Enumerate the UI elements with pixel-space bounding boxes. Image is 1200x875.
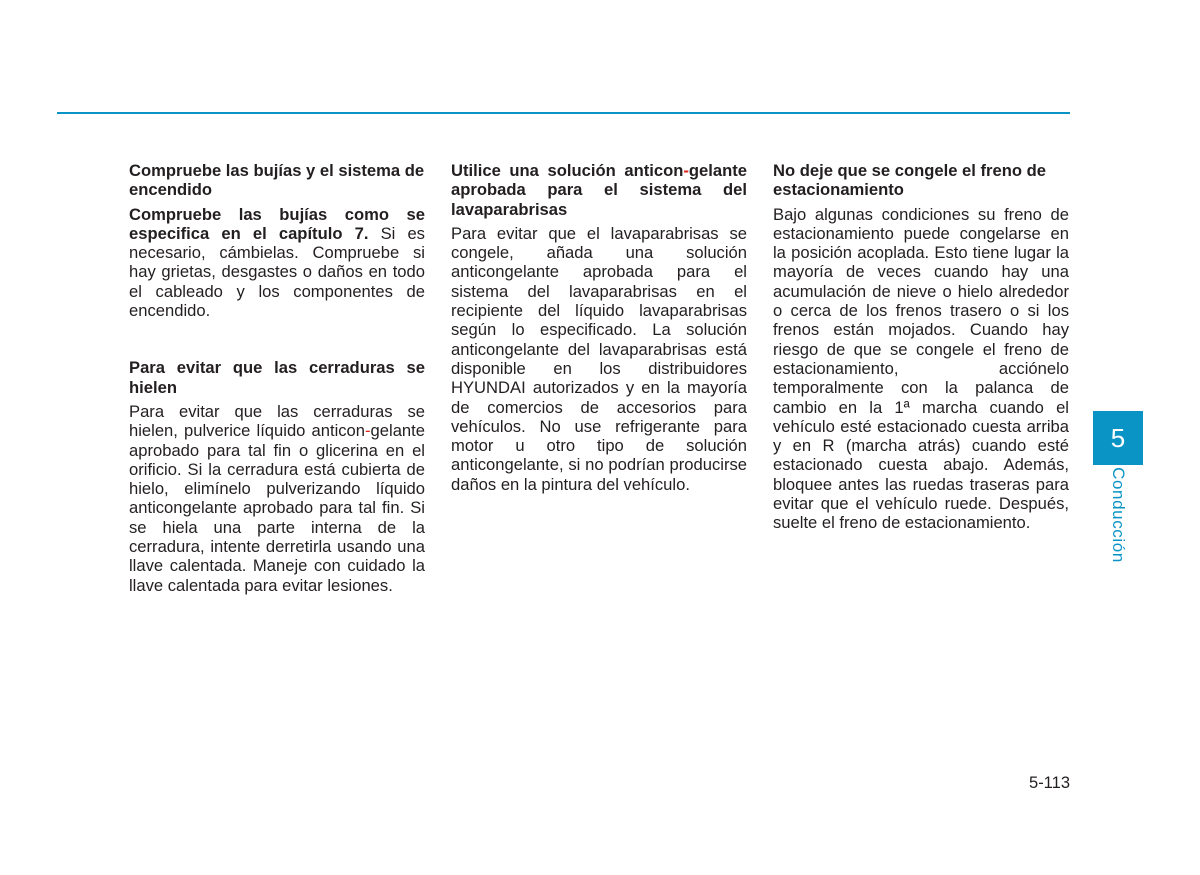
section-body-washer-fluid: Para evitar que el lavaparabrisas se congele, añada una solución anticongelante aprobada para el sistema del lavaparabrisas en el recipiente del líquido lavaparabrisas según lo especificado. La solución anticongelante del lavaparabrisas está disponible en los distribuidores HYUNDAI autorizados y en la mayoría de comercios de accesorios para vehículos. No use refrigerante para motor u otro tipo de solución anticongelante, si no podrían producirse daños en la pintura del vehículo. bbox=[451, 223, 747, 494]
hyphen-mark: - bbox=[365, 421, 371, 441]
section-body-parking-brake: Bajo algunas condiciones su freno de estacionamiento puede congelarse en la posición acoplada. Esto tiene lugar la mayoría de veces cuando hay una acumulación de nieve o hielo alrededor o cerca de los frenos trasero o si los frenos están mojados. Cuando hay riesgo de que se congele el freno de estacionamiento, acciónelo temporalmente con la palanca de cambio en la 1ª marcha cuando el vehículo esté estacionado cuesta arriba y en R (marcha atrás) cuando esté estacionado cuesta abajo. Además, bloquee antes las ruedas traseras para evitar que el vehículo ruede. Después, suelte el freno de estacionamiento. bbox=[773, 204, 1069, 533]
section-body-door-locks bbox=[129, 402, 425, 595]
header-rule bbox=[57, 112, 1070, 114]
section-heading-parking-brake: No deje que se congele el freno de estacionamiento bbox=[773, 161, 1046, 200]
section-heading-spark-plugs: Compruebe las bujías y el sistema de encendido bbox=[129, 161, 425, 200]
heading-part2: gelante aprobada para el sistema del lavaparabrisas bbox=[451, 161, 747, 219]
body-text: Si es necesario, cámbielas. Compruebe si hay grietas, desgastes o daños en todo el cableado y los componentes de encendido. bbox=[129, 223, 425, 321]
column-right bbox=[773, 161, 1069, 533]
bold-lead: Compruebe las bujías como se especifica en el capítulo 7. bbox=[129, 204, 425, 243]
hyphen-mark: - bbox=[683, 161, 689, 180]
chapter-tab: 5 bbox=[1093, 411, 1143, 465]
column-left bbox=[129, 161, 425, 595]
section-body-spark-plugs bbox=[129, 205, 425, 321]
heading-part1: Utilice una solución anticon bbox=[451, 161, 684, 180]
section-heading-door-locks: Para evitar que las cerraduras se hielen bbox=[129, 358, 425, 397]
body-text-part2: gelante aprobado para tal fin o glicerina en el orificio. Si la cerradura está cubierta de hielo, elimínelo pulverizando líquido anticongelante aprobado para tal fin. Si se hiela una parte interna de la cerradura, intente derretirla usando una llave calentada. Maneje con cuidado la llave calentada para evitar lesiones. bbox=[129, 421, 425, 595]
page-number: 5-113 bbox=[1029, 774, 1070, 792]
column-middle bbox=[451, 161, 747, 494]
section-heading-washer-fluid bbox=[451, 161, 747, 219]
body-text-part1: Para evitar que las cerraduras se hielen, pulverice líquido anticon bbox=[129, 401, 425, 441]
chapter-title: Conducción bbox=[1109, 467, 1128, 563]
section-spacer bbox=[129, 320, 425, 358]
